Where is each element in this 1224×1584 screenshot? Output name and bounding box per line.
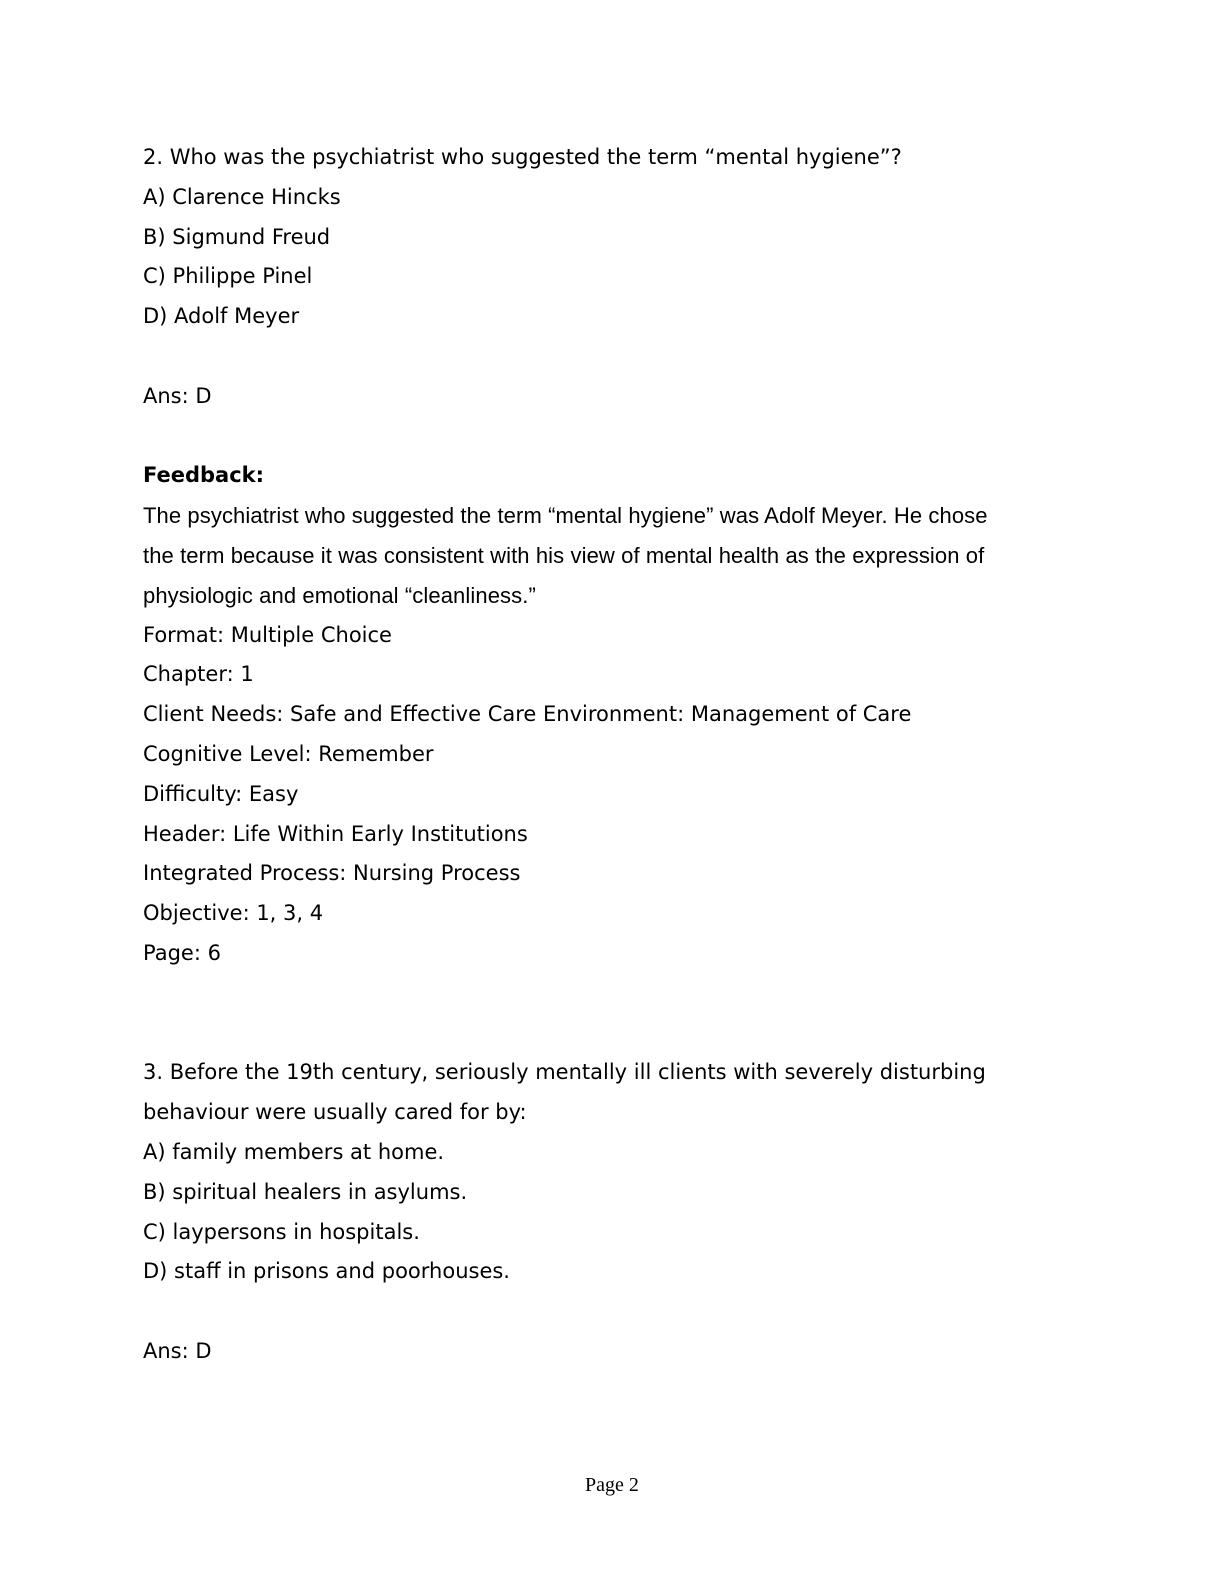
spacer [143,1292,1083,1332]
meta-difficulty: Difficulty: Easy [143,781,299,806]
meta-integrated-process: Integrated Process: Nursing Process [143,861,521,886]
meta-client-needs: Client Needs: Safe and Effective Care Environment: Management of Care [143,702,912,727]
feedback-line-3: physiologic and emotional “cleanliness.” [143,582,536,608]
question-2-option-c: C) Philippe Pinel [143,264,313,289]
meta-format: Format: Multiple Choice [143,622,392,647]
question-3-option-c: C) laypersons in hospitals. [143,1219,420,1244]
page-footer: Page 2 [585,1474,639,1496]
question-2-option-b: B) Sigmund Freud [143,224,331,249]
feedback-line-1: The psychiatrist who suggested the term “mental hygiene” was Adolf Meyer. He chose [143,503,988,529]
question-3-option-d: D) staff in prisons and poorhouses. [143,1259,510,1284]
question-3-option-b: B) spiritual healers in asylums. [143,1179,468,1204]
meta-objective: Objective: 1, 3, 4 [143,901,324,926]
spacer [143,417,1083,457]
question-2-text: 2. Who was the psychiatrist who suggested the term “mental hygiene”? [143,145,902,169]
question-3-answer: Ans: D [143,1338,212,1363]
question-3-option-a: A) family members at home. [143,1139,445,1164]
meta-chapter: Chapter: 1 [143,662,254,687]
question-2-option-a: A) Clarence Hincks [143,184,341,209]
spacer [143,337,1083,377]
question-3-text-line-1: 3. Before the 19th century, seriously mentally ill clients with severely disturbing [143,1060,986,1085]
feedback-heading: Feedback: [143,463,265,488]
feedback-line-2: the term because it was consistent with his view of mental health as the expression of [143,542,985,568]
question-2-option-d: D) Adolf Meyer [143,304,300,329]
question-3-text-line-2: behaviour were usually cared for by: [143,1100,527,1125]
question-2-answer: Ans: D [143,383,212,408]
document-body [143,138,1083,1372]
meta-page: Page: 6 [143,940,221,965]
meta-cognitive-level: Cognitive Level: Remember [143,741,434,766]
meta-header: Header: Life Within Early Institutions [143,821,528,846]
spacer [143,974,1083,1054]
